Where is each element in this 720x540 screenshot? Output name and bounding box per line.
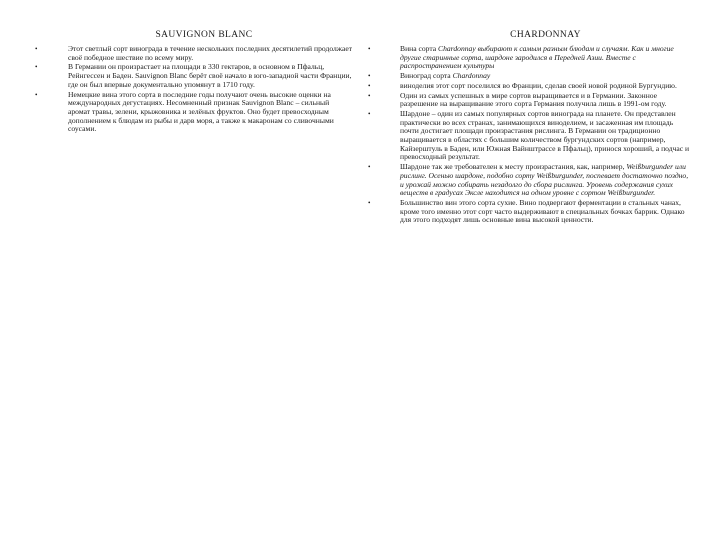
bullet-icon: • bbox=[35, 90, 38, 99]
bullet-icon: • bbox=[35, 63, 38, 72]
sauvignon-blanc-title: SAUVIGNON BLANC bbox=[155, 30, 253, 40]
list-item: • Виноград сорта Chardonnay bbox=[368, 71, 491, 81]
right-column bbox=[368, 30, 693, 226]
list-item: • Один из самых успешных в мире сортов выращивается и в Германии. Законное разрешение на выращивание этого сорта Германия получила лишь в 1991-ом году. bbox=[368, 90, 667, 109]
bullet-icon: • bbox=[368, 198, 371, 207]
bullet-icon: • bbox=[35, 45, 38, 53]
list-item: • виноделия этот сорт поселился во Франции, сделав своей новой родиной Бургундию. bbox=[368, 80, 677, 90]
chardonnay-list bbox=[368, 45, 693, 225]
bullet-icon: • bbox=[368, 109, 371, 118]
bullet-icon: • bbox=[368, 91, 371, 100]
list-item: • Шардоне так же требователен к месту произрастания, как, например, Weißburgunder или рислинг. Осенью шардоне, подобно сорту Weißburgunder, поспевает достаточно поздно, и урожай можно собирать незадолго до сбора рислинга. Уровень содержания сухих веществ в градусах Экслe находится на одном уровне с сортом Weißburgunder. bbox=[368, 162, 689, 198]
list-item: • Большинство вин этого сорта сухие. Вино подвергают ферментации в стальных чанах, кроме того именно этот сорт часто выдерживают в специальных бочках баррик. Однако для этого подходят лишь основные вина высокой ценности. bbox=[368, 197, 685, 225]
list-item: • В Германии он произрастает на площади в 330 гектаров, в основном в Пфальц, Рейнгессен и Баден. Sauvignon Blanc берёт своё начало в юго-западной части Франции, где он был впервые документально упомянут в 1710 году. bbox=[35, 62, 352, 89]
list-item: • Этот светлый сорт винограда в течение нескольких последних десятилетий продолжает своё победное шествие по всему миру. bbox=[35, 44, 353, 62]
left-column bbox=[35, 30, 353, 135]
list-item: • Вина сорта Chardonnay выбирают к самым разным блюдам и случаям. Как и многие другие старинные сорта, шардоне зародился в Передней Азии. Вместе с распространением культуры bbox=[368, 44, 674, 71]
list-item: • Немецкие вина этого сорта в последние годы получают очень высокие оценки на международных дегустациях. Несомненный признак Sauvignon Blanc – сильный аромат травы, зелени, крыжовника и зелёных фруктов. Оно будет превосходным дополнением к блюдам из рыбы и дарв моря, а также к макаронам со сливочными соусами. bbox=[35, 89, 334, 134]
chardonnay-title: CHARDONNAY bbox=[510, 30, 581, 40]
bullet-icon: • bbox=[368, 163, 371, 172]
bullet-icon: • bbox=[368, 72, 371, 81]
bullet-icon: • bbox=[368, 81, 371, 90]
bullet-icon: • bbox=[368, 45, 371, 53]
list-item: • Шардоне – один из самых популярных сортов винограда на планете. Он представлен практически во всех странах, занимающихся виноделием, и засаженная им площадь почти достигает площади произрастания рислинга. В Германии он традиционно выращивается в областях с большим количеством бургундских сортов (например, Кайзерштуль в Баден, или Южная Вайнштрассе в Пфальц), принося хороший, а подчас и превосходный результат. bbox=[368, 108, 690, 162]
sauvignon-blanc-list bbox=[35, 45, 353, 134]
